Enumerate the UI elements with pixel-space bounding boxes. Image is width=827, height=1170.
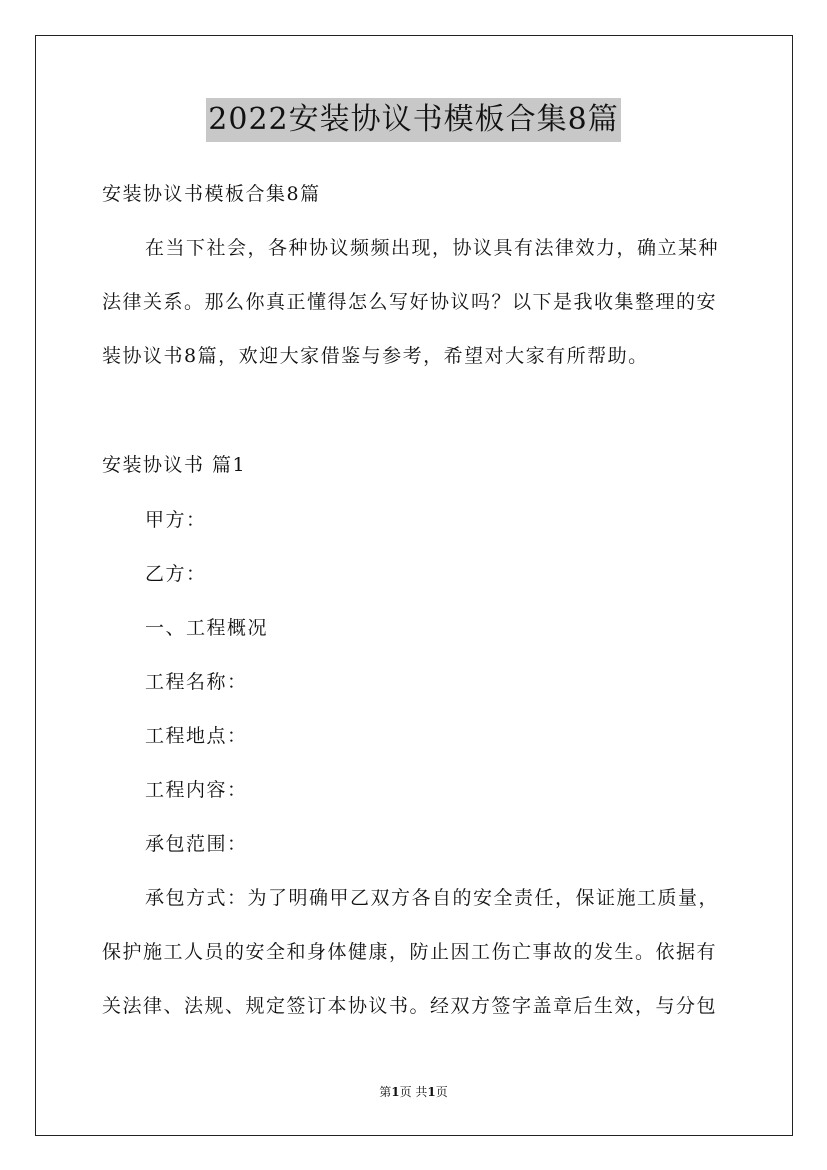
footer-prefix: 第 xyxy=(379,1085,392,1099)
intro-line-3: 装协议书8篇，欢迎大家借鉴与参考，希望对大家有所帮助。 xyxy=(102,345,649,367)
document-subtitle: 安装协议书模板合集8篇 xyxy=(102,183,321,205)
body-line-1: 承包方式：为了明确甲乙双方各自的安全责任，保证施工质量， xyxy=(145,887,720,909)
overview-heading: 一、工程概况 xyxy=(145,617,269,639)
body-line-2: 保护施工人员的安全和身体健康，防止因工伤亡事故的发生。依据有 xyxy=(102,941,718,963)
project-name-field: 工程名称： xyxy=(145,671,248,693)
contract-scope-field: 承包范围： xyxy=(145,833,248,855)
footer-current-page: 1 xyxy=(391,1085,400,1099)
footer-mid: 页 共 xyxy=(399,1085,428,1099)
party-b-field: 乙方： xyxy=(145,563,207,585)
section-heading: 安装协议书 篇1 xyxy=(102,454,247,476)
footer-total-pages: 1 xyxy=(427,1085,436,1099)
project-location-field: 工程地点： xyxy=(145,725,248,747)
footer-suffix: 页 xyxy=(435,1085,448,1099)
document-title: 2022安装协议书模板合集8篇 xyxy=(206,98,620,142)
party-a-field: 甲方： xyxy=(145,509,207,531)
page-footer xyxy=(0,1084,827,1100)
intro-line-2: 法律关系。那么你真正懂得怎么写好协议吗？以下是我收集整理的安 xyxy=(102,291,718,313)
title-container xyxy=(0,98,827,142)
intro-line-1: 在当下社会，各种协议频频出现，协议具有法律效力，确立某种 xyxy=(145,237,720,259)
body-line-3: 关法律、法规、规定签订本协议书。经双方签字盖章后生效，与分包 xyxy=(102,995,718,1017)
project-content-field: 工程内容： xyxy=(145,779,248,801)
